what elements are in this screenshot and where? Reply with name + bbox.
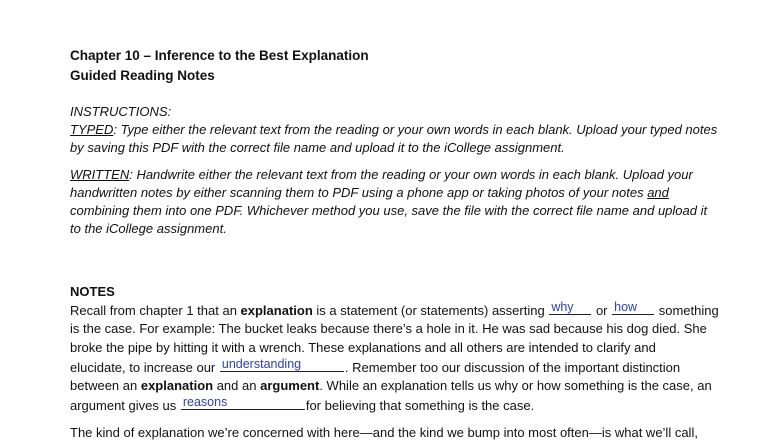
notes-text: . While an explanation tells us why or how something is the case, an bbox=[319, 378, 712, 393]
handwritten-answer: reasons bbox=[182, 395, 228, 409]
notes-line-4 bbox=[70, 358, 680, 377]
typed-instruction-line-1 bbox=[70, 121, 717, 139]
notes-line-1 bbox=[70, 301, 719, 320]
typed-label: TYPED bbox=[70, 122, 114, 137]
blank-how[interactable] bbox=[612, 301, 654, 315]
notes-line-3: broke the pipe by hitting it with a wrench. These explanations and all others are intended to clarify and bbox=[70, 340, 656, 355]
typed-text-1: : Type either the relevant text from the reading or your own words in each blank. Upload your typed notes bbox=[113, 122, 718, 137]
notes-text: or bbox=[592, 303, 612, 318]
written-label: WRITTEN bbox=[70, 167, 130, 182]
handwritten-answer: how bbox=[614, 300, 638, 314]
document-subtitle: Guided Reading Notes bbox=[70, 68, 215, 83]
term-argument: argument bbox=[260, 378, 320, 393]
notes-text: and an bbox=[213, 378, 261, 393]
handwritten-answer: why bbox=[551, 300, 574, 314]
written-instruction-line-4: to the iCollege assignment. bbox=[70, 221, 227, 236]
chapter-title: Chapter 10 – Inference to the Best Explanation bbox=[70, 48, 369, 63]
notes-text: is a statement (or statements) asserting bbox=[312, 303, 549, 318]
notes-text: for believing that something is the case. bbox=[305, 398, 535, 413]
notes-text: argument gives us bbox=[70, 398, 180, 413]
notes-text: . Remember too our discussion of the important distinction bbox=[344, 360, 681, 375]
typed-instruction-line-2: by saving this PDF with the correct file name and upload it to the iCollege assignment. bbox=[70, 140, 565, 155]
notes-text: something bbox=[655, 303, 719, 318]
blank-reasons[interactable] bbox=[181, 396, 305, 410]
written-text-2: handwritten notes by either scanning them to PDF using a phone app or taking photos of your notes bbox=[70, 185, 648, 200]
notes-line-6 bbox=[70, 396, 534, 415]
notes-text: between an bbox=[70, 378, 141, 393]
notes-line-7: The kind of explanation we’re concerned with here—and the kind we bump into most often—is what we’ll call, bbox=[70, 425, 698, 440]
blank-why[interactable] bbox=[549, 301, 591, 315]
and-underlined: and bbox=[647, 185, 669, 200]
term-explanation: explanation bbox=[240, 303, 313, 318]
notes-text: Recall from chapter 1 that an bbox=[70, 303, 241, 318]
notes-heading: NOTES bbox=[70, 284, 115, 299]
written-instruction-line-3: combining them into one PDF. Whichever method you use, save the file with the correct file name and upload it bbox=[70, 203, 708, 218]
written-instruction-line-1 bbox=[70, 166, 693, 184]
term-explanation: explanation bbox=[140, 378, 214, 393]
instructions-heading: INSTRUCTIONS: bbox=[70, 104, 172, 119]
written-instruction-line-2 bbox=[70, 184, 669, 202]
written-text-1: : Handwrite either the relevant text from the reading or your own words in each blank. Upload your bbox=[129, 167, 693, 182]
notes-line-5 bbox=[70, 377, 712, 395]
notes-text: elucidate, to increase our bbox=[70, 360, 219, 375]
handwritten-answer: understanding bbox=[221, 357, 302, 371]
notes-line-2: is the case. For example: The bucket leaks because there’s a hole in it. He was sad because his dog died. She bbox=[70, 321, 707, 336]
blank-understanding[interactable] bbox=[220, 358, 344, 372]
